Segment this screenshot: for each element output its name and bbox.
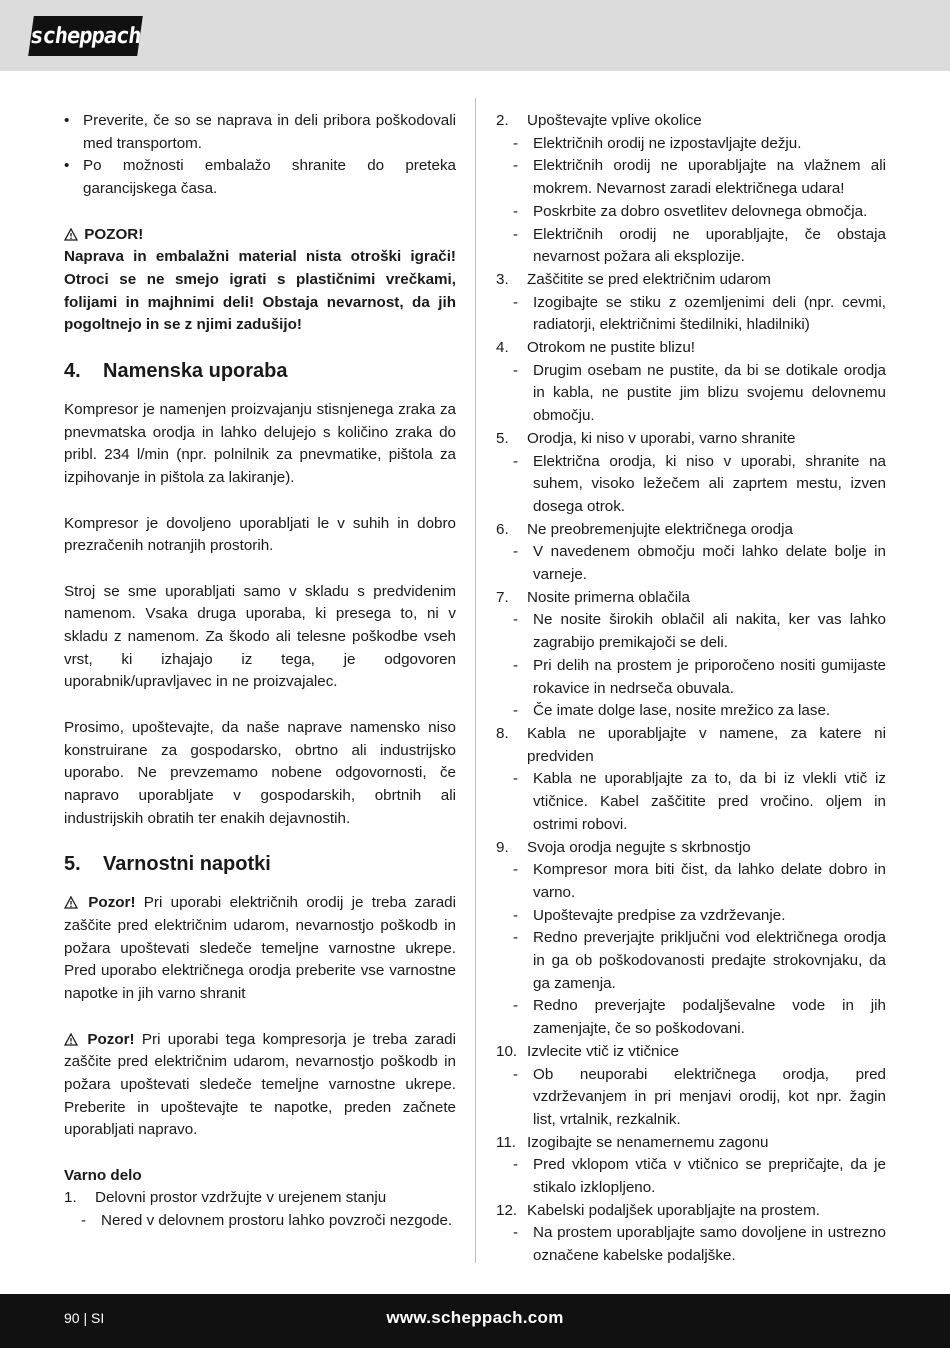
paragraph: Prosimo, upoštevajte, da naše naprave namensko niso konstruirane za gospodarsko, obrtno ali industrijsko uporabo. Ne prevzemamo nobene odgovornosti, če napravo uporabljate v gospodarskih, obrtnih ali industrijskih obratih ter enakih dejavnostih.: [64, 718, 456, 827]
list-item: • Preverite, če so se naprava in deli pribora poškodovali med transportom.: [64, 112, 456, 152]
sub-item: - Redno preverjajte podaljševalne vode in jih zamenjajte, če so poškodovani.: [513, 997, 886, 1038]
numbered-item: 5. Orodja, ki niso v uporabi, varno shranite: [496, 429, 796, 447]
paragraph: Kompresor je dovoljeno uporabljati le v suhih in dobro prezračenih notranjih prostorih.: [64, 514, 456, 555]
sub-item: - Električnih orodij ne uporabljajte, če obstaja nevarnost požara ali eksplozije.: [513, 225, 886, 266]
sub-item: - Pri delih na prostem je priporočeno nositi gumijaste rokavice in nedrseča obuvala.: [513, 656, 886, 697]
list-item: • Po možnosti embalažo shranite do preteka garancijskega časa.: [64, 157, 456, 198]
dash-marker: -: [513, 770, 519, 788]
sub-item: - Električna orodja, ki niso v uporabi, shranite na suhem, visoko ležečem ali zaprtem mestu, izven dosega otrok.: [513, 452, 886, 515]
dash-marker: -: [513, 997, 519, 1015]
numbered-item: 12. Kabelski podaljšek uporabljajte na prostem.: [496, 1201, 820, 1219]
warning-triangle-icon: [64, 224, 80, 247]
dash-marker: -: [513, 157, 519, 175]
sub-item: - Na prostem uporabljajte samo dovoljene in ustrezno označene kabelske podaljške.: [513, 1224, 886, 1265]
page-number: 90 | SI: [64, 1310, 105, 1326]
page-header: [0, 0, 950, 71]
website-link[interactable]: www.scheppach.com: [386, 1308, 564, 1327]
dash-marker: -: [513, 361, 519, 379]
numbered-item: 1. Delovni prostor vzdržujte v urejenem stanju: [64, 1189, 387, 1207]
dash-marker: -: [513, 906, 519, 924]
sub-item: - Kabla ne uporabljajte za to, da bi iz vlekli vtič iz vtičnice. Kabel zaščitite pred vročino. oljem in ostrimi robovi.: [513, 770, 886, 833]
sub-item: - Ne nosite širokih oblačil ali nakita, ker vas lahko zagrabijo premikajoči se deli.: [513, 611, 886, 652]
dash-marker: -: [81, 1212, 87, 1230]
numbered-item: 4. Otrokom ne pustite blizu!: [496, 339, 695, 357]
warning-triangle-icon: [64, 1029, 80, 1052]
numbered-item: 2. Upoštevajte vplive okolice: [496, 112, 702, 129]
bullet-marker: •: [64, 112, 70, 129]
sub-item: - Upoštevajte predpise za vzdrževanje.: [496, 905, 886, 928]
left-column: [64, 110, 456, 1233]
dash-marker: -: [513, 293, 519, 311]
subsection-heading: Varno delo: [64, 1166, 142, 1184]
sub-item: - V navedenem območju moči lahko delate bolje in varneje.: [513, 543, 886, 584]
sub-item: - Če imate dolge lase, nosite mrežico za lase.: [496, 700, 886, 723]
sub-item: - Ob neuporabi električnega orodja, pred vzdrževanjem in pri menjavi orodij, kot npr. žagin list, vrtalnik, rezkalnik.: [513, 1065, 886, 1128]
caution-heading: POZOR!: [64, 224, 456, 247]
dash-marker: -: [513, 134, 519, 152]
brand-logo-text: scheppach: [28, 23, 143, 49]
sub-item: - Izogibajte se stiku z ozemljenimi deli (npr. cevmi, radiatorji, električnimi štedilniki, hladilniki): [513, 293, 886, 334]
numbered-item: 8. Kabla ne uporabljajte v namene, za katere ni predviden: [496, 724, 886, 765]
sub-item: - Kompresor mora biti čist, da lahko delate dobro in varno.: [513, 861, 886, 901]
warning-paragraph: Pozor! Pri uporabi tega kompresorja je treba zaradi zaščite pred električnim udarom, nevarnostjo poškodb in požara upoštevati sledeče temeljne varnostne ukrepe. Preberite in upoštevajte te napotke, preden začnete uporabljati napravo.: [64, 1030, 456, 1139]
sub-item: - Poskrbite za dobro osvetlitev delovnega območja.: [496, 201, 886, 224]
paragraph: Kompresor je namenjen proizvajanju stisnjenega zraka za pnevmatska orodja in lahko delujejo s količino zraka do pribl. 234 l/min (npr. polnilnik za pnevmatike, pištola za izpihovanje in pištola za lakiranje).: [64, 401, 456, 487]
right-column: [496, 110, 886, 1268]
bullet-marker: •: [64, 157, 70, 175]
column-divider: [475, 98, 476, 1263]
page-footer: [0, 1294, 950, 1348]
paragraph: Stroj se sme uporabljati samo v skladu s predvidenim namenom. Vsaka druga uporaba, ki presega to, ni v skladu z namenom. Za škodo ali telesne poškodbe vseh vrst, ki izhajajo iz tega, je odgovoren uporabnik/upravljavec in ne proizvajalec.: [64, 582, 456, 691]
sub-item: - Električnih orodij ne izpostavljajte dežju.: [496, 133, 886, 156]
dash-marker: -: [513, 543, 519, 561]
dash-marker: -: [513, 1065, 519, 1083]
numbered-item: 6. Ne preobremenjujte električnega orodja: [496, 520, 793, 538]
numbered-item: 11. Izogibajte se nenamernemu zagonu: [496, 1133, 769, 1151]
dash-marker: -: [513, 611, 519, 629]
dash-marker: -: [513, 656, 519, 674]
dash-marker: -: [513, 702, 519, 720]
dash-marker: -: [513, 1156, 519, 1174]
numbered-item: 10. Izvlecite vtič iz vtičnice: [496, 1042, 679, 1060]
dash-marker: -: [513, 1224, 519, 1242]
sub-item: - Električnih orodij ne uporabljajte na vlažnem ali mokrem. Nevarnost zaradi električnega udara!: [513, 157, 886, 198]
sub-item: - Nered v delovnem prostoru lahko povzroči nezgode.: [64, 1210, 456, 1233]
dash-marker: -: [513, 861, 519, 879]
caution-text: Naprava in embalažni material nista otroški igrači! Otroci se ne smejo igrati s plastičnimi vrečkami, folijami in majhnimi deli! Obstaja nevarnost, da jih pogoltnejo in se z njimi zadušijo!: [64, 248, 456, 334]
dash-marker: -: [513, 929, 519, 947]
sub-item: - Drugim osebam ne pustite, da bi se dotikale orodja in kabla, ne pustite jim blizu svojemu delovnemu območju.: [513, 361, 886, 425]
dash-marker: -: [513, 225, 519, 243]
numbered-item: 7. Nosite primerna oblačila: [496, 588, 690, 606]
sub-item: - Redno preverjajte priključni vod električnega orodja in ga ob poškodovanosti predajte strokovnjaku, da ga zamenja.: [513, 929, 886, 992]
numbered-item: 9. Svoja orodja negujte s skrbnostjo: [496, 838, 751, 856]
warning-triangle-icon: [64, 892, 80, 915]
warning-paragraph: Pozor! Pri uporabi električnih orodij je treba zaradi zaščite pred električnim udarom, nevarnostjo poškodb in požara upoštevati sledeče temeljne varnostne ukrepe. Pred uporabo električnega orodja preberite vse varnostne napotke in jih varno shranit: [64, 894, 456, 1003]
section-4-heading: 4. Namenska uporaba: [64, 360, 288, 383]
brand-logo: [28, 16, 143, 56]
section-5-heading: 5. Varnostni napotki: [64, 853, 271, 876]
dash-marker: -: [513, 452, 519, 470]
sub-item: - Pred vklopom vtiča v vtičnico se prepričajte, da je stikalo izklopljeno.: [513, 1156, 886, 1197]
numbered-item: 3. Zaščitite se pred električnim udarom: [496, 270, 771, 288]
dash-marker: -: [513, 202, 519, 220]
